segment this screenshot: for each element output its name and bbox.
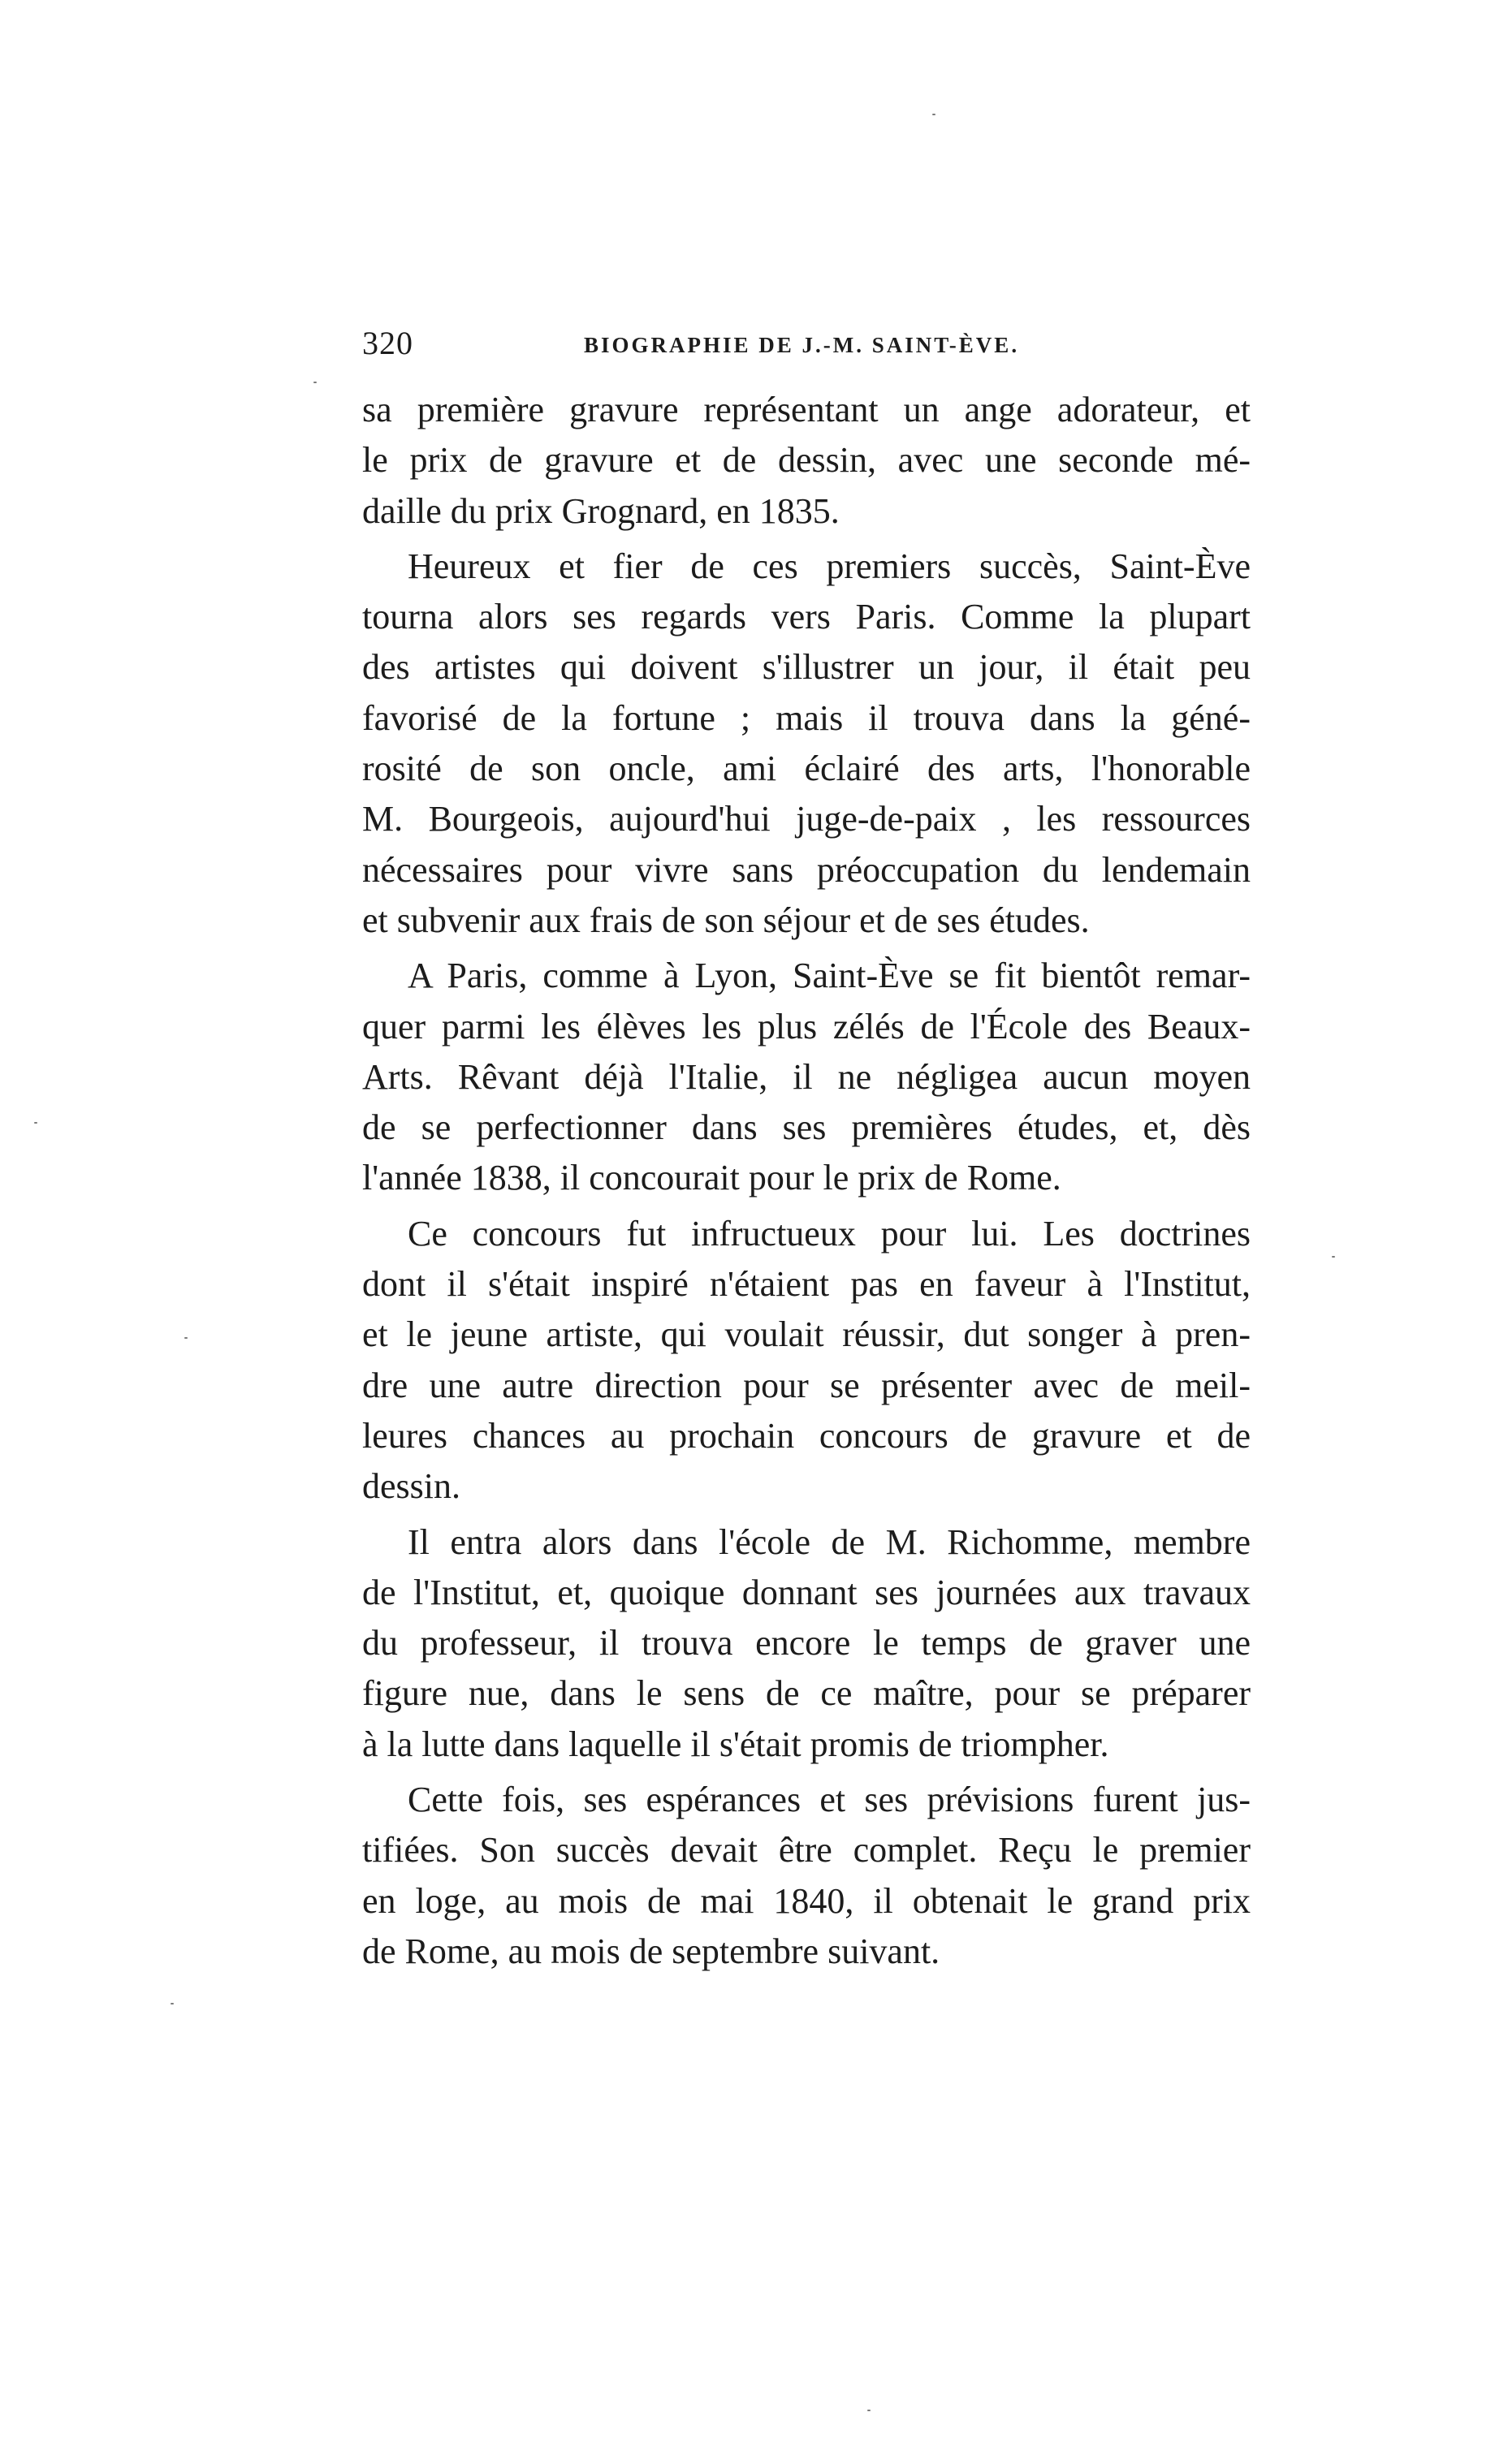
text-line: figure nue, dans le sens de ce maître, pour se préparer	[362, 1673, 1251, 1714]
text-line: du professeur, il trouva encore le temps de graver une	[362, 1623, 1251, 1664]
text-line: l'année 1838, il concourait pour le prix de Rome.	[362, 1158, 1061, 1198]
page-number: 320	[362, 325, 413, 361]
text-line: et subvenir aux frais de son séjour et de ses études.	[362, 900, 1090, 940]
scan-speck	[313, 382, 317, 383]
text-line: leures chances au prochain concours de gravure et de	[362, 1415, 1251, 1456]
text-line: en loge, au mois de mai 1840, il obtenait le grand prix	[362, 1880, 1251, 1921]
text-line: Il entra alors dans l'école de M. Richomme, membre	[408, 1521, 1251, 1562]
paragraph	[362, 1517, 1251, 1770]
paragraph	[362, 542, 1251, 946]
text-line: M. Bourgeois, aujourd'hui juge-de-paix , les ressources	[362, 799, 1251, 839]
scan-speck	[867, 2410, 871, 2411]
scan-speck	[34, 1122, 37, 1124]
scan-speck	[184, 1337, 188, 1339]
scan-speck	[1332, 1256, 1335, 1258]
text-line: tifiées. Son succès devait être complet. Reçu le premier	[362, 1830, 1251, 1871]
text-line: dessin.	[362, 1466, 460, 1507]
text-line: daille du prix Grognard, en 1835.	[362, 490, 840, 531]
text-line: Ce concours fut infructueux pour lui. Les doctrines	[408, 1213, 1251, 1254]
text-line: dre une autre direction pour se présenter avec de meil-	[362, 1365, 1251, 1405]
text-line: de se perfectionner dans ses premières études, et, dès	[362, 1107, 1251, 1148]
scan-speck	[171, 2003, 174, 2004]
paragraph	[362, 1775, 1251, 1977]
text-line: à la lutte dans laquelle il s'était promis de triompher.	[362, 1724, 1109, 1764]
text-line: Arts. Rêvant déjà l'Italie, il ne négligea aucun moyen	[362, 1056, 1251, 1097]
text-line: des artistes qui doivent s'illustrer un jour, il était peu	[362, 647, 1251, 688]
text-line: de Rome, au mois de septembre suivant.	[362, 1931, 940, 1971]
text-line: rosité de son oncle, ami éclairé des arts, l'honorable	[362, 749, 1251, 789]
text-line: dont il s'était inspiré n'étaient pas en faveur à l'Institut,	[362, 1264, 1251, 1305]
text-line: Heureux et fier de ces premiers succès, Saint-Ève	[408, 546, 1251, 586]
scan-speck	[932, 114, 935, 115]
text-line: Cette fois, ses espérances et ses prévisions furent jus-	[408, 1780, 1251, 1820]
text-line: A Paris, comme à Lyon, Saint-Ève se fit bientôt remar-	[408, 956, 1251, 996]
running-title: BIOGRAPHIE DE J.-M. SAINT-ÈVE.	[584, 333, 1020, 357]
text-line: et le jeune artiste, qui voulait réussir, dut songer à pren-	[362, 1314, 1251, 1355]
text-line: favorisé de la fortune ; mais il trouva dans la géné-	[362, 697, 1251, 738]
text-line: nécessaires pour vivre sans préoccupation du lendemain	[362, 849, 1251, 890]
paragraph	[362, 385, 1251, 537]
text-line: tourna alors ses regards vers Paris. Comme la plupart	[362, 597, 1251, 637]
text-line: quer parmi les élèves les plus zélés de l'École des Beaux-	[362, 1006, 1251, 1046]
paragraph	[362, 1209, 1251, 1512]
paragraph	[362, 951, 1251, 1203]
text-line: sa première gravure représentant un ange adorateur, et	[362, 390, 1251, 429]
text-line: le prix de gravure et de dessin, avec une seconde mé-	[362, 440, 1251, 481]
body-text	[362, 385, 1251, 1977]
text-line: de l'Institut, et, quoique donnant ses journées aux travaux	[362, 1572, 1251, 1612]
running-head	[362, 323, 1272, 364]
